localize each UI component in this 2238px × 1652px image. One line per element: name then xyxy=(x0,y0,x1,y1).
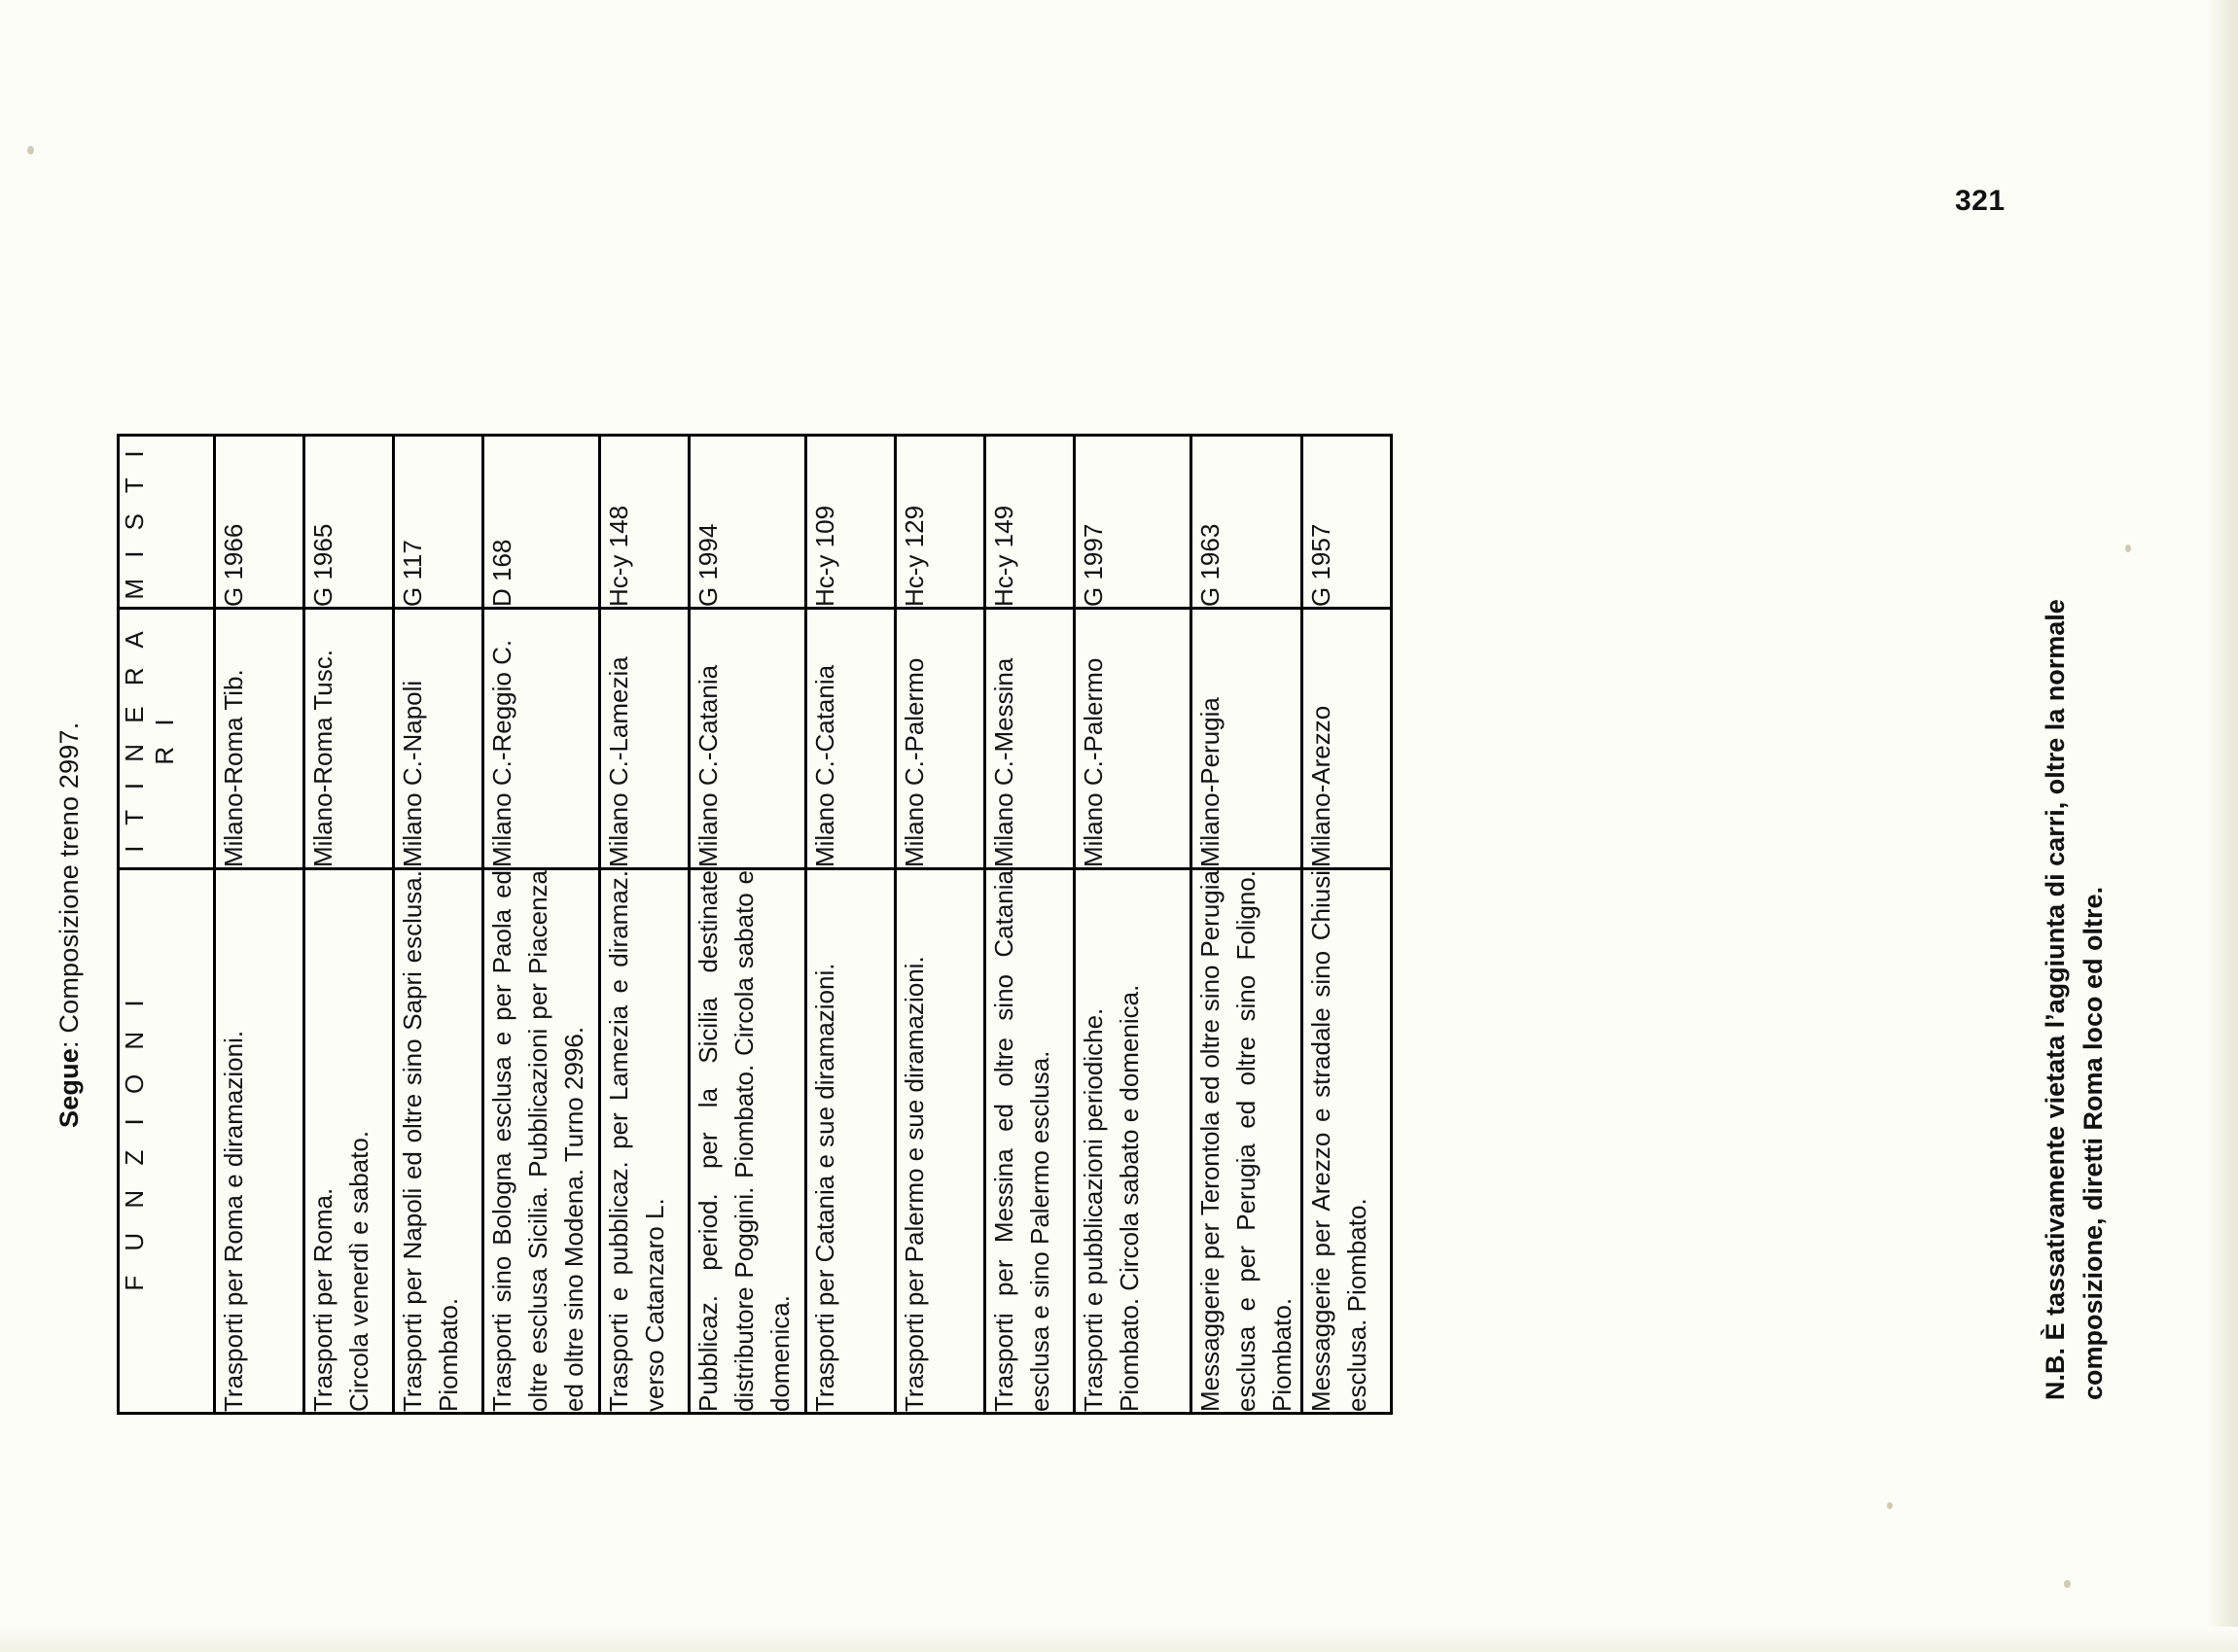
cell-misti: Hc-y 148 xyxy=(600,436,690,609)
scan-speck xyxy=(2064,1580,2071,1588)
cell-itinerari: Milano C.-Catania xyxy=(806,609,896,869)
cell-itinerari: Milano-Perugia xyxy=(1191,609,1302,869)
page-title xyxy=(54,722,85,1128)
table-row xyxy=(304,436,394,1414)
cell-funzioni: Trasporti per Catania e sue diramazioni. xyxy=(806,869,896,1414)
cell-itinerari: Milano C.-Reggio C. xyxy=(483,609,600,869)
table-row xyxy=(394,436,483,1414)
cell-misti: D 168 xyxy=(483,436,600,609)
table-row xyxy=(690,436,806,1414)
table-row xyxy=(1301,436,1391,1414)
page-title-rest: : Composizione treno 2997. xyxy=(54,721,84,1048)
table-row xyxy=(806,436,896,1414)
cell-funzioni: Trasporti per Napoli ed oltre sino Sapri esclusa. Piombato. xyxy=(394,869,483,1414)
note-line-1: N.B. È tassativamente vietata l’aggiunta di carri, oltre la normale xyxy=(2041,599,2070,1400)
cell-itinerari: Milano C.-Lamezia xyxy=(600,609,690,869)
note-line-2: composizione, diretti Roma loco ed oltre. xyxy=(2078,886,2109,1400)
page-edge-shadow-bottom xyxy=(0,1627,2238,1652)
cell-itinerari: Milano C.-Catania xyxy=(690,609,806,869)
cell-itinerari: Milano-Roma Tib. xyxy=(215,609,304,869)
table-header-row xyxy=(119,436,215,1414)
scan-speck xyxy=(2125,545,2131,552)
cell-funzioni: Trasporti sino Bologna esclusa e per Paola ed oltre esclusa Sicilia. Pubblicazioni per Piacenza ed oltre sino Modena. Turno 2996. xyxy=(483,869,600,1414)
table-row xyxy=(483,436,600,1414)
composition-table-wrapper xyxy=(117,434,1393,1415)
scan-speck xyxy=(27,146,34,155)
cell-funzioni: Trasporti per Messina ed oltre sino Catania esclusa e sino Palermo esclusa. xyxy=(985,869,1075,1414)
page-title-prefix: Segue xyxy=(54,1047,84,1128)
table-row xyxy=(1191,436,1302,1414)
column-header-itinerari: I T I N E R A R I xyxy=(119,609,215,869)
cell-misti: G 1966 xyxy=(215,436,304,609)
cell-funzioni: Trasporti per Roma. Circola venerdì e sabato. xyxy=(304,869,394,1414)
cell-itinerari: Milano C.-Messina xyxy=(985,609,1075,869)
column-header-misti: M I S T I xyxy=(119,436,215,609)
table-row xyxy=(1075,436,1191,1414)
cell-misti: Hc-y 109 xyxy=(806,436,896,609)
cell-misti: G 117 xyxy=(394,436,483,609)
note-block xyxy=(2037,599,2113,1400)
table-row xyxy=(985,436,1075,1414)
cell-funzioni: Trasporti per Roma e diramazioni. xyxy=(215,869,304,1414)
cell-itinerari: Milano-Roma Tusc. xyxy=(304,609,394,869)
table-row xyxy=(215,436,304,1414)
cell-funzioni: Pubblicaz. period. per la Sicilia destinate distributore Poggini. Piombato. Circola sabato e domenica. xyxy=(690,869,806,1414)
page-number: 321 xyxy=(1955,185,2006,217)
table-row xyxy=(896,436,985,1414)
cell-misti: Hc-y 149 xyxy=(985,436,1075,609)
cell-misti: Hc-y 129 xyxy=(896,436,985,609)
cell-funzioni: Messaggerie per Arezzo e stradale sino Chiusi esclusa. Piombato. xyxy=(1301,869,1391,1414)
cell-itinerari: Milano-Arezzo xyxy=(1301,609,1391,869)
column-header-funzioni: F U N Z I O N I xyxy=(119,869,215,1414)
cell-misti: G 1965 xyxy=(304,436,394,609)
cell-funzioni: Trasporti per Palermo e sue diramazioni. xyxy=(896,869,985,1414)
cell-misti: G 1957 xyxy=(1301,436,1391,609)
cell-funzioni: Trasporti e pubblicaz. per Lamezia e diramaz. verso Catanzaro L. xyxy=(600,869,690,1414)
cell-funzioni: Trasporti e pubblicazioni periodiche. Piombato. Circola sabato e domenica. xyxy=(1075,869,1191,1414)
cell-misti: G 1997 xyxy=(1075,436,1191,609)
cell-itinerari: Milano C.-Palermo xyxy=(1075,609,1191,869)
cell-itinerari: Milano C.-Napoli xyxy=(394,609,483,869)
cell-funzioni: Messaggerie per Terontola ed oltre sino Perugia esclusa e per Perugia ed oltre sino Foligno. Piombato. xyxy=(1191,869,1302,1414)
composition-table xyxy=(117,434,1393,1415)
page-edge-shadow-right xyxy=(2205,0,2238,1652)
table-row xyxy=(600,436,690,1414)
scan-speck xyxy=(1887,1502,1893,1509)
cell-misti: G 1963 xyxy=(1191,436,1302,609)
cell-misti: G 1994 xyxy=(690,436,806,609)
cell-itinerari: Milano C.-Palermo xyxy=(896,609,985,869)
